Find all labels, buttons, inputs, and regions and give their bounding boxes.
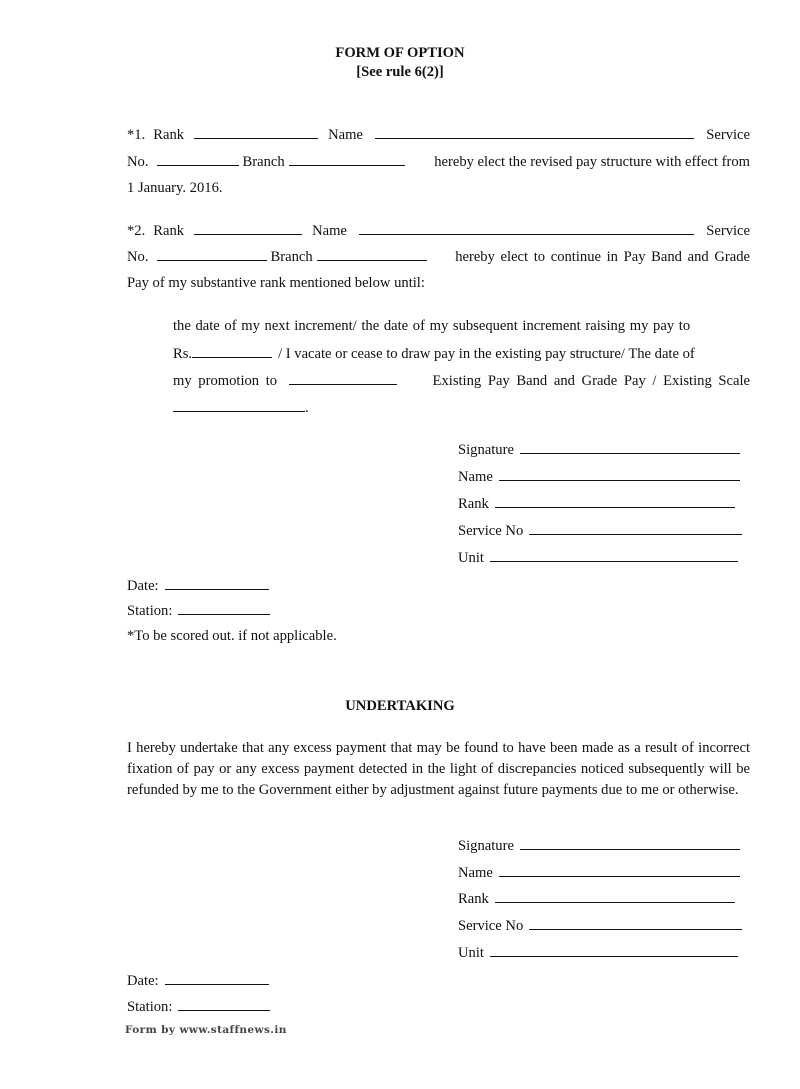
option1-no-label: No. xyxy=(127,154,149,170)
sig1-serviceno-label: Service No xyxy=(458,523,524,539)
sig1-rank-blank[interactable] xyxy=(495,495,735,508)
footer1-station-label: Station: xyxy=(127,603,173,619)
option1-serviceno-blank[interactable] xyxy=(157,153,239,166)
sig2-unit-label: Unit xyxy=(458,945,484,961)
sig2-unit-row xyxy=(458,944,738,962)
footer2-date-row xyxy=(127,972,273,990)
option1-branch-label: Branch xyxy=(242,154,285,170)
option2-ind1: the date of my next increment/ the date of my subsequent increment raising my pay to xyxy=(173,318,691,334)
option1-elect-text: hereby elect the revised pay structure with effect from xyxy=(434,154,750,170)
option2-line1 xyxy=(127,222,750,240)
sig1-unit-blank[interactable] xyxy=(490,549,738,562)
option2-branch-blank[interactable] xyxy=(317,248,427,261)
footer1-date-label: Date: xyxy=(127,578,159,594)
option1-line3 xyxy=(127,180,750,197)
footer2-date-label: Date: xyxy=(127,973,159,989)
footer2-station-label: Station: xyxy=(127,999,173,1015)
sig2-serviceno-blank[interactable] xyxy=(529,917,742,930)
option2-ind-line2 xyxy=(173,345,750,363)
option2-ind3a: my promotion to xyxy=(173,373,278,389)
option2-promotion-blank[interactable] xyxy=(289,372,397,385)
footer1-station-row xyxy=(127,602,274,620)
sig2-unit-blank[interactable] xyxy=(490,944,738,957)
footer1-station-blank[interactable] xyxy=(178,602,270,615)
sig1-name-label: Name xyxy=(458,469,493,485)
option2-ind-line1 xyxy=(173,318,750,335)
sig1-serviceno-row xyxy=(458,522,742,540)
footer1-date-row xyxy=(127,577,273,595)
sig2-serviceno-row xyxy=(458,917,742,935)
option2-rs-blank[interactable] xyxy=(192,345,272,358)
sig2-name-row xyxy=(458,864,740,882)
undertaking-body: I hereby undertake that any excess payment that may be found to have been made as a result of incorrect fixation of pay or any excess payment detected in the light of discrepancies noticed subsequently will be refunded by me to the Government either by adjustment against future payments due to me or otherwise. xyxy=(127,740,750,798)
sig1-unit-row xyxy=(458,549,738,567)
sig1-name-blank[interactable] xyxy=(499,468,740,481)
option2-ind-line3 xyxy=(173,372,750,390)
form-title: FORM OF OPTION xyxy=(335,45,465,61)
option2-ind2b: / I vacate or cease to draw pay in the existing pay structure/ The date of xyxy=(278,346,695,362)
sig2-signature-row xyxy=(458,837,740,855)
option1-service-label: Service xyxy=(706,127,750,143)
sig2-rank-row xyxy=(458,890,735,908)
sig2-name-label: Name xyxy=(458,865,493,881)
option2-rank-blank[interactable] xyxy=(194,222,302,235)
footer2-station-row xyxy=(127,998,274,1016)
option1-line1 xyxy=(127,126,750,144)
sig2-rank-blank[interactable] xyxy=(495,890,735,903)
sig1-serviceno-blank[interactable] xyxy=(529,522,742,535)
option2-rank-label: Rank xyxy=(153,223,185,239)
option2-no-label: No. xyxy=(127,249,149,265)
sig2-signature-label: Signature xyxy=(458,838,514,854)
option2-line2 xyxy=(127,248,750,266)
option1-branch-blank[interactable] xyxy=(289,153,405,166)
option1-rank-blank[interactable] xyxy=(194,126,318,139)
sig1-signature-blank[interactable] xyxy=(520,441,740,454)
option2-elect-text: hereby elect to continue in Pay Band and Grade xyxy=(455,249,750,265)
option1-name-blank[interactable] xyxy=(375,126,694,139)
footer2-credit: Form by www.staffnews.in xyxy=(125,1024,287,1036)
sig2-serviceno-label: Service No xyxy=(458,918,524,934)
footer2-station-blank[interactable] xyxy=(178,998,270,1011)
footer1-note: *To be scored out. if not applicable. xyxy=(127,628,337,644)
option2-service-label: Service xyxy=(706,223,750,239)
option2-line3 xyxy=(127,275,750,292)
sig1-name-row xyxy=(458,468,740,486)
option2-num: *2. xyxy=(127,223,146,239)
sig2-rank-label: Rank xyxy=(458,891,489,907)
option2-ind3b: Existing Pay Band and Grade Pay / Existing Scale xyxy=(432,373,750,389)
option2-scale-blank[interactable] xyxy=(173,399,305,412)
sig2-signature-blank[interactable] xyxy=(520,837,740,850)
sig2-name-blank[interactable] xyxy=(499,864,740,877)
option2-ind2a: Rs. xyxy=(173,346,193,362)
option2-name-blank[interactable] xyxy=(359,222,694,235)
sig1-unit-label: Unit xyxy=(458,550,484,566)
option2-branch-label: Branch xyxy=(270,249,313,265)
sig1-signature-row xyxy=(458,441,740,459)
sig1-rank-label: Rank xyxy=(458,496,489,512)
option1-num: *1. xyxy=(127,127,146,143)
option2-name-label: Name xyxy=(312,223,347,239)
option2-ind4: . xyxy=(305,400,309,416)
sig1-rank-row xyxy=(458,495,735,513)
option1-name-label: Name xyxy=(328,127,363,143)
form-subtitle: [See rule 6(2)] xyxy=(356,64,444,80)
option2-ind-line4 xyxy=(173,399,750,417)
footer2-date-blank[interactable] xyxy=(165,972,269,985)
option1-date: 1 January. 2016. xyxy=(127,180,223,196)
option1-rank-label: Rank xyxy=(153,127,185,143)
undertaking-title: UNDERTAKING xyxy=(345,698,455,714)
footer1-note-row xyxy=(127,628,337,645)
option1-line2 xyxy=(127,153,750,171)
option2-serviceno-blank[interactable] xyxy=(157,248,267,261)
option2-elect-text2: Pay of my substantive rank mentioned below until: xyxy=(127,275,425,291)
sig1-signature-label: Signature xyxy=(458,442,514,458)
footer1-date-blank[interactable] xyxy=(165,577,269,590)
